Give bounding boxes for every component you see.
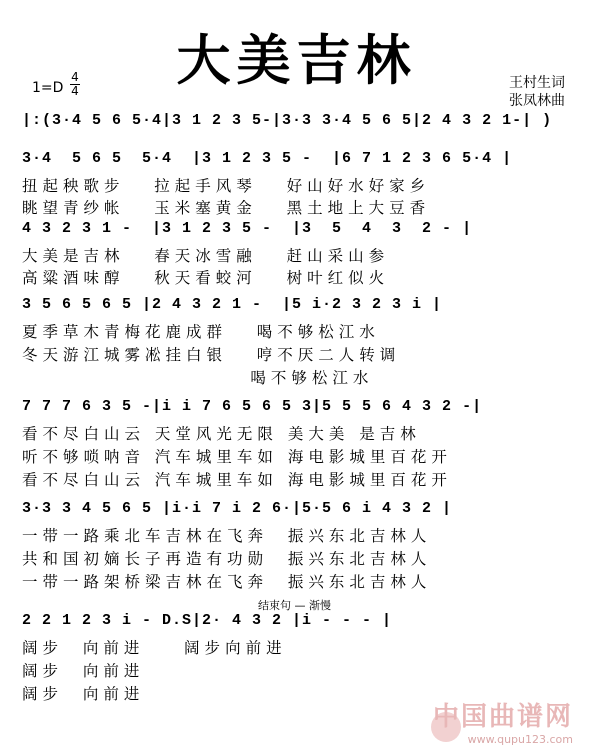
system-2 xyxy=(22,220,562,290)
notes-line: 2 2 1 2 3 i - D.S|2· 4 3 2 |i - - - | xyxy=(22,612,393,629)
meter-denominator: 4 xyxy=(71,84,79,98)
lyric-line: 高粱酒味醇 秋天看蛟河 树叶红似火 xyxy=(22,269,390,287)
time-signature xyxy=(70,72,80,97)
system-5 xyxy=(22,500,562,592)
lyric-line: 夏季草木青梅花鹿成群 喝不够松江水 xyxy=(22,323,380,341)
notes-line: 3·4 5 6 5 5·4 |3 1 2 3 5 - |6 7 1 2 3 6 5·4 | xyxy=(22,150,513,167)
key-signature: 1=D xyxy=(32,80,64,96)
composer-credit: 张凤林曲 xyxy=(509,93,565,109)
lyric-line: 看不尽白山云 汽车城里车如 海电影城里百花开 xyxy=(22,471,452,489)
lyric-line: 看不尽白山云 天堂风光无限 美大美 是吉林 xyxy=(22,425,421,443)
lyric-line: 一带一路乘北车吉林在飞奔 振兴东北吉林人 xyxy=(22,527,432,545)
system-4 xyxy=(22,398,562,490)
lyric-line: 阔步 向前进 xyxy=(22,685,145,703)
watermark-url: www.qupu123.com xyxy=(467,733,573,746)
lyric-line: 大美是吉林 春天冰雪融 赶山采山参 xyxy=(22,247,390,265)
watermark-text: 中国曲谱网 xyxy=(432,702,573,732)
ending-mark: 结束句 — 渐慢 xyxy=(258,599,331,612)
system-0 xyxy=(22,112,562,136)
lyric-line: 喝不够松江水 xyxy=(22,369,374,387)
lyric-line: 眺望青纱帐 玉米塞黄金 黑土地上大豆香 xyxy=(22,199,431,217)
lyric-line: 听不够唢呐音 汽车城里车如 海电影城里百花开 xyxy=(22,448,452,466)
meter-numerator: 4 xyxy=(71,70,79,84)
lyric-line: 冬天游江城雾凇挂白银 哼不厌二人转调 xyxy=(22,346,401,364)
notes-line: 3·3 3 4 5 6 5 |i·i 7 i 2 6·|5·5 6 i 4 3 2 | xyxy=(22,500,453,517)
system-1 xyxy=(22,150,562,222)
notes-line: 4 3 2 3 1 - |3 1 2 3 5 - |3 5 4 3 2 - | xyxy=(22,220,473,237)
lyricist-credit: 王村生词 xyxy=(509,75,565,91)
notes-line: |:(3·4 5 6 5·4|3 1 2 3 5-|3·3 3·4 5 6 5|2 4 3 2 1-| ) xyxy=(22,112,553,129)
lyric-line: 扭起秧歌步 拉起手风琴 好山好水好家乡 xyxy=(22,177,431,195)
notes-line: 7 7 7 6 3 5 -|i i 7 6 5 6 5 3|5 5 5 6 4 3 2 -| xyxy=(22,398,483,415)
lyric-line: 阔步 向前进 xyxy=(22,662,145,680)
watermark xyxy=(433,696,573,746)
lyric-line: 一带一路架桥梁吉林在飞奔 振兴东北吉林人 xyxy=(22,573,432,591)
lyric-line: 阔步 向前进 阔步向前进 xyxy=(22,639,287,657)
lyric-line: 共和国初嫡长子再造有功勋 振兴东北吉林人 xyxy=(22,550,432,568)
system-6 xyxy=(22,612,562,704)
notes-line: 3 5 6 5 6 5 |2 4 3 2 1 - |5 i·2 3 2 3 i | xyxy=(22,296,443,313)
system-3 xyxy=(22,296,562,388)
song-title: 大美吉林 xyxy=(176,28,417,92)
